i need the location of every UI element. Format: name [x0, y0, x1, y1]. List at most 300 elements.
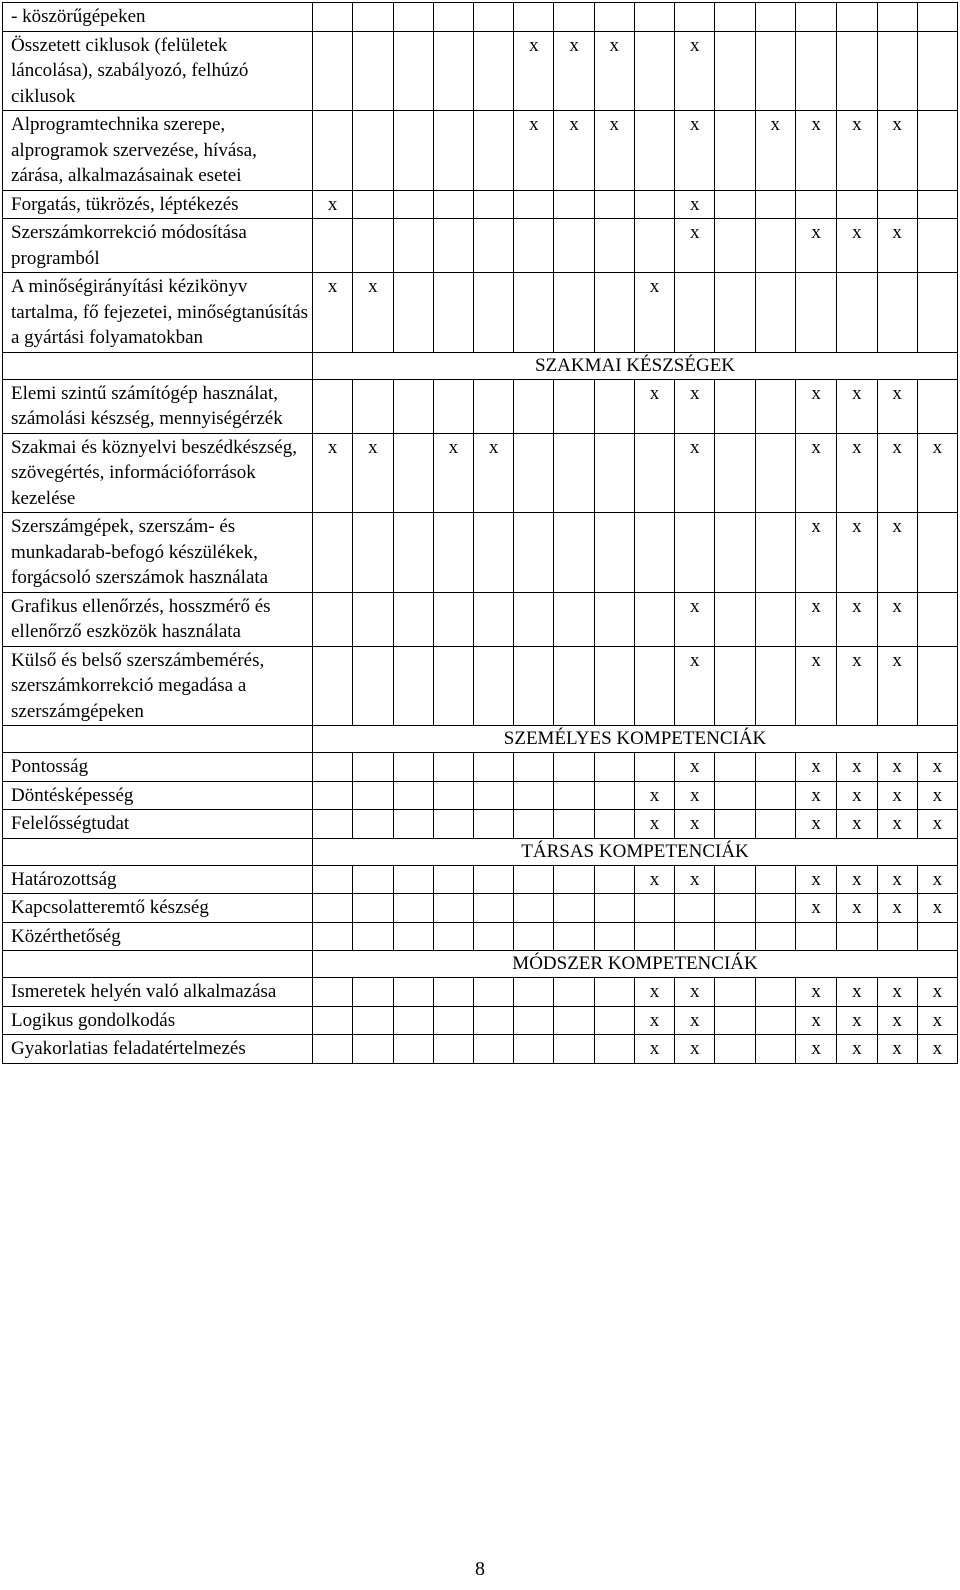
mark-cell [393, 646, 433, 726]
mark-cell [514, 513, 554, 593]
mark-cell: x [837, 219, 877, 273]
mark-cell [877, 31, 917, 111]
row-label: Szerszámgépek, szerszám- és munkadarab-befogó készülékek, forgácsoló szerszámok használata [3, 513, 313, 593]
mark-cell [554, 1035, 594, 1064]
mark-cell [433, 865, 473, 894]
mark-cell [353, 1006, 393, 1035]
mark-cell [634, 894, 674, 923]
mark-cell [514, 190, 554, 219]
mark-cell [594, 190, 634, 219]
mark-cell [554, 592, 594, 646]
section-header-spacer [3, 352, 313, 379]
mark-cell [433, 379, 473, 433]
mark-cell [473, 646, 513, 726]
mark-cell [514, 922, 554, 951]
mark-cell [433, 810, 473, 839]
page-number: 8 [475, 1558, 485, 1580]
mark-cell: x [917, 978, 957, 1007]
mark-cell [313, 3, 353, 32]
mark-cell [594, 379, 634, 433]
row-label: Grafikus ellenőrzés, hosszmérő és ellenőrző eszközök használata [3, 592, 313, 646]
mark-cell: x [877, 433, 917, 513]
mark-cell [715, 753, 755, 782]
mark-cell [594, 433, 634, 513]
row-label: Szakmai és köznyelvi beszédkészség, szövegértés, információforrások kezelése [3, 433, 313, 513]
mark-cell [514, 433, 554, 513]
table-row [3, 273, 958, 353]
row-label: Közérthetőség [3, 922, 313, 951]
mark-cell [554, 894, 594, 923]
mark-cell [433, 31, 473, 111]
mark-cell [877, 922, 917, 951]
table-row [3, 31, 958, 111]
section-header-spacer [3, 726, 313, 753]
mark-cell [795, 31, 836, 111]
mark-cell: x [353, 273, 393, 353]
mark-cell [514, 592, 554, 646]
mark-cell: x [795, 781, 836, 810]
table-row [3, 810, 958, 839]
mark-cell [917, 31, 957, 111]
mark-cell [554, 1006, 594, 1035]
mark-cell [675, 273, 715, 353]
mark-cell [675, 3, 715, 32]
mark-cell [795, 3, 836, 32]
mark-cell [837, 273, 877, 353]
mark-cell: x [634, 810, 674, 839]
mark-cell [755, 922, 795, 951]
mark-cell: x [634, 1006, 674, 1035]
mark-cell [634, 219, 674, 273]
mark-cell [877, 3, 917, 32]
mark-cell [917, 513, 957, 593]
mark-cell [755, 219, 795, 273]
mark-cell [715, 1006, 755, 1035]
mark-cell: x [634, 273, 674, 353]
mark-cell [554, 379, 594, 433]
mark-cell [594, 865, 634, 894]
mark-cell [433, 978, 473, 1007]
mark-cell [433, 1006, 473, 1035]
mark-cell [554, 219, 594, 273]
mark-cell [473, 513, 513, 593]
row-label: Felelősségtudat [3, 810, 313, 839]
mark-cell [393, 865, 433, 894]
mark-cell: x [795, 1035, 836, 1064]
mark-cell: x [353, 433, 393, 513]
table-row [3, 753, 958, 782]
mark-cell [594, 1035, 634, 1064]
mark-cell [473, 753, 513, 782]
mark-cell: x [837, 433, 877, 513]
mark-cell [514, 894, 554, 923]
mark-cell [675, 894, 715, 923]
mark-cell [755, 1006, 795, 1035]
mark-cell [433, 781, 473, 810]
mark-cell [473, 894, 513, 923]
mark-cell: x [795, 646, 836, 726]
mark-cell [473, 810, 513, 839]
mark-cell [837, 31, 877, 111]
mark-cell [353, 978, 393, 1007]
mark-cell: x [675, 753, 715, 782]
mark-cell: x [837, 1006, 877, 1035]
mark-cell [755, 379, 795, 433]
mark-cell [554, 646, 594, 726]
mark-cell [634, 433, 674, 513]
mark-cell [837, 922, 877, 951]
mark-cell [433, 513, 473, 593]
mark-cell [313, 1006, 353, 1035]
mark-cell [715, 810, 755, 839]
mark-cell [594, 219, 634, 273]
mark-cell [877, 190, 917, 219]
row-label: Elemi szintű számítógép használat, számolási készség, mennyiségérzék [3, 379, 313, 433]
mark-cell: x [795, 592, 836, 646]
mark-cell [473, 111, 513, 191]
mark-cell: x [877, 810, 917, 839]
mark-cell: x [675, 433, 715, 513]
table-row [3, 922, 958, 951]
mark-cell: x [594, 111, 634, 191]
mark-cell [594, 1006, 634, 1035]
mark-cell: x [795, 894, 836, 923]
mark-cell [514, 3, 554, 32]
mark-cell [755, 273, 795, 353]
mark-cell [634, 190, 674, 219]
mark-cell [594, 3, 634, 32]
mark-cell: x [675, 1035, 715, 1064]
mark-cell [393, 273, 433, 353]
mark-cell: x [917, 433, 957, 513]
mark-cell [473, 3, 513, 32]
mark-cell: x [795, 753, 836, 782]
mark-cell: x [795, 865, 836, 894]
mark-cell [837, 190, 877, 219]
mark-cell [353, 646, 393, 726]
mark-cell [715, 781, 755, 810]
mark-cell [353, 1035, 393, 1064]
mark-cell: x [634, 865, 674, 894]
mark-cell [313, 219, 353, 273]
mark-cell [675, 922, 715, 951]
mark-cell [594, 922, 634, 951]
mark-cell: x [837, 781, 877, 810]
mark-cell: x [877, 753, 917, 782]
mark-cell [353, 190, 393, 219]
mark-cell [313, 922, 353, 951]
mark-cell [433, 592, 473, 646]
row-label: Logikus gondolkodás [3, 1006, 313, 1035]
mark-cell [715, 646, 755, 726]
mark-cell: x [877, 646, 917, 726]
row-label: Pontosság [3, 753, 313, 782]
mark-cell: x [837, 1035, 877, 1064]
mark-cell [473, 31, 513, 111]
mark-cell [554, 3, 594, 32]
mark-cell [917, 111, 957, 191]
mark-cell: x [675, 978, 715, 1007]
mark-cell [917, 592, 957, 646]
mark-cell [473, 781, 513, 810]
mark-cell [473, 190, 513, 219]
mark-cell [594, 753, 634, 782]
mark-cell [715, 592, 755, 646]
mark-cell [795, 190, 836, 219]
mark-cell: x [837, 592, 877, 646]
section-title: TÁRSAS KOMPETENCIÁK [313, 838, 958, 865]
mark-cell: x [675, 865, 715, 894]
mark-cell [313, 379, 353, 433]
section-title: SZEMÉLYES KOMPETENCIÁK [313, 726, 958, 753]
mark-cell: x [837, 111, 877, 191]
row-label: A minőségirányítási kézikönyv tartalma, fő fejezetei, minőségtanúsítás a gyártási folyamatokban [3, 273, 313, 353]
mark-cell [755, 810, 795, 839]
mark-cell [313, 781, 353, 810]
mark-cell [755, 433, 795, 513]
competency-table [2, 2, 958, 1064]
mark-cell [554, 978, 594, 1007]
row-label: Forgatás, tükrözés, léptékezés [3, 190, 313, 219]
mark-cell [433, 753, 473, 782]
mark-cell [514, 1035, 554, 1064]
table-row [3, 513, 958, 593]
mark-cell [393, 1035, 433, 1064]
mark-cell: x [514, 31, 554, 111]
mark-cell [433, 646, 473, 726]
table-row [3, 1035, 958, 1064]
mark-cell [313, 1035, 353, 1064]
section-header-row [3, 726, 958, 753]
table-row [3, 3, 958, 32]
mark-cell [393, 433, 433, 513]
mark-cell [473, 865, 513, 894]
mark-cell: x [837, 379, 877, 433]
mark-cell [634, 3, 674, 32]
mark-cell [433, 922, 473, 951]
mark-cell [393, 379, 433, 433]
mark-cell [393, 1006, 433, 1035]
mark-cell: x [675, 379, 715, 433]
mark-cell: x [877, 978, 917, 1007]
mark-cell [393, 922, 433, 951]
mark-cell [313, 592, 353, 646]
mark-cell: x [554, 111, 594, 191]
mark-cell [353, 865, 393, 894]
mark-cell [675, 513, 715, 593]
mark-cell [715, 513, 755, 593]
mark-cell [755, 865, 795, 894]
mark-cell [313, 513, 353, 593]
mark-cell [755, 592, 795, 646]
mark-cell: x [877, 379, 917, 433]
mark-cell [634, 753, 674, 782]
mark-cell [393, 978, 433, 1007]
mark-cell: x [313, 190, 353, 219]
table-row [3, 433, 958, 513]
mark-cell [393, 513, 433, 593]
mark-cell: x [917, 1035, 957, 1064]
mark-cell [795, 273, 836, 353]
mark-cell [755, 513, 795, 593]
row-label: Gyakorlatias feladatértelmezés [3, 1035, 313, 1064]
mark-cell [594, 978, 634, 1007]
mark-cell [473, 978, 513, 1007]
mark-cell [353, 513, 393, 593]
mark-cell [313, 894, 353, 923]
mark-cell [917, 219, 957, 273]
mark-cell: x [675, 646, 715, 726]
mark-cell [353, 31, 393, 111]
mark-cell [473, 379, 513, 433]
mark-cell: x [837, 865, 877, 894]
mark-cell [594, 273, 634, 353]
row-label: Kapcsolatteremtő készség [3, 894, 313, 923]
mark-cell [554, 273, 594, 353]
mark-cell [755, 894, 795, 923]
mark-cell [917, 922, 957, 951]
mark-cell [514, 781, 554, 810]
mark-cell [755, 781, 795, 810]
mark-cell [917, 646, 957, 726]
table-row [3, 865, 958, 894]
row-label: Szerszámkorrekció módosítása programból [3, 219, 313, 273]
mark-cell [313, 646, 353, 726]
row-label: Döntésképesség [3, 781, 313, 810]
mark-cell [715, 433, 755, 513]
mark-cell: x [313, 433, 353, 513]
mark-cell: x [634, 781, 674, 810]
section-header-spacer [3, 838, 313, 865]
mark-cell [877, 273, 917, 353]
mark-cell [594, 513, 634, 593]
mark-cell [514, 810, 554, 839]
mark-cell: x [795, 978, 836, 1007]
mark-cell: x [837, 810, 877, 839]
mark-cell: x [634, 379, 674, 433]
mark-cell [594, 646, 634, 726]
row-label: Határozottság [3, 865, 313, 894]
mark-cell [755, 646, 795, 726]
mark-cell [353, 922, 393, 951]
mark-cell: x [675, 592, 715, 646]
mark-cell [393, 753, 433, 782]
table-row [3, 111, 958, 191]
mark-cell: x [877, 219, 917, 273]
mark-cell: x [795, 219, 836, 273]
mark-cell [433, 273, 473, 353]
mark-cell [554, 922, 594, 951]
section-header-spacer [3, 951, 313, 978]
mark-cell: x [634, 1035, 674, 1064]
mark-cell: x [917, 865, 957, 894]
mark-cell [393, 894, 433, 923]
mark-cell [795, 922, 836, 951]
mark-cell: x [675, 219, 715, 273]
mark-cell: x [795, 513, 836, 593]
table-row [3, 781, 958, 810]
mark-cell [433, 190, 473, 219]
mark-cell [473, 219, 513, 273]
mark-cell [393, 219, 433, 273]
mark-cell: x [837, 894, 877, 923]
mark-cell [554, 513, 594, 593]
table-body [3, 3, 958, 1064]
mark-cell [393, 592, 433, 646]
mark-cell: x [837, 978, 877, 1007]
row-label: Külső és belső szerszámbemérés, szerszámkorrekció megadása a szerszámgépeken [3, 646, 313, 726]
mark-cell [514, 273, 554, 353]
mark-cell [514, 978, 554, 1007]
mark-cell [393, 781, 433, 810]
row-label: - köszörűgépeken [3, 3, 313, 32]
mark-cell [554, 810, 594, 839]
mark-cell [514, 1006, 554, 1035]
mark-cell: x [837, 513, 877, 593]
mark-cell [917, 379, 957, 433]
mark-cell [715, 978, 755, 1007]
mark-cell [353, 379, 393, 433]
mark-cell [917, 3, 957, 32]
mark-cell [393, 3, 433, 32]
mark-cell [634, 111, 674, 191]
mark-cell [755, 753, 795, 782]
table-row [3, 190, 958, 219]
mark-cell [433, 3, 473, 32]
section-header-row [3, 352, 958, 379]
mark-cell [594, 781, 634, 810]
mark-cell [594, 810, 634, 839]
mark-cell [433, 111, 473, 191]
table-row [3, 592, 958, 646]
mark-cell: x [795, 433, 836, 513]
mark-cell [353, 219, 393, 273]
table-row [3, 646, 958, 726]
mark-cell [514, 219, 554, 273]
mark-cell: x [877, 865, 917, 894]
mark-cell: x [634, 978, 674, 1007]
mark-cell [473, 592, 513, 646]
mark-cell [433, 1035, 473, 1064]
mark-cell [755, 3, 795, 32]
mark-cell [917, 273, 957, 353]
mark-cell: x [675, 781, 715, 810]
mark-cell: x [795, 111, 836, 191]
mark-cell [715, 3, 755, 32]
mark-cell [353, 3, 393, 32]
mark-cell: x [795, 1006, 836, 1035]
mark-cell: x [675, 190, 715, 219]
section-header-row [3, 951, 958, 978]
mark-cell [353, 753, 393, 782]
mark-cell: x [675, 31, 715, 111]
mark-cell: x [594, 31, 634, 111]
table-row [3, 219, 958, 273]
mark-cell [393, 31, 433, 111]
mark-cell [313, 865, 353, 894]
mark-cell [755, 31, 795, 111]
mark-cell [313, 810, 353, 839]
mark-cell [393, 190, 433, 219]
mark-cell: x [877, 781, 917, 810]
mark-cell [715, 190, 755, 219]
mark-cell [554, 433, 594, 513]
section-title: MÓDSZER KOMPETENCIÁK [313, 951, 958, 978]
row-label: Összetett ciklusok (felületek láncolása), szabályozó, felhúzó ciklusok [3, 31, 313, 111]
mark-cell: x [877, 1006, 917, 1035]
mark-cell [715, 31, 755, 111]
mark-cell [514, 646, 554, 726]
